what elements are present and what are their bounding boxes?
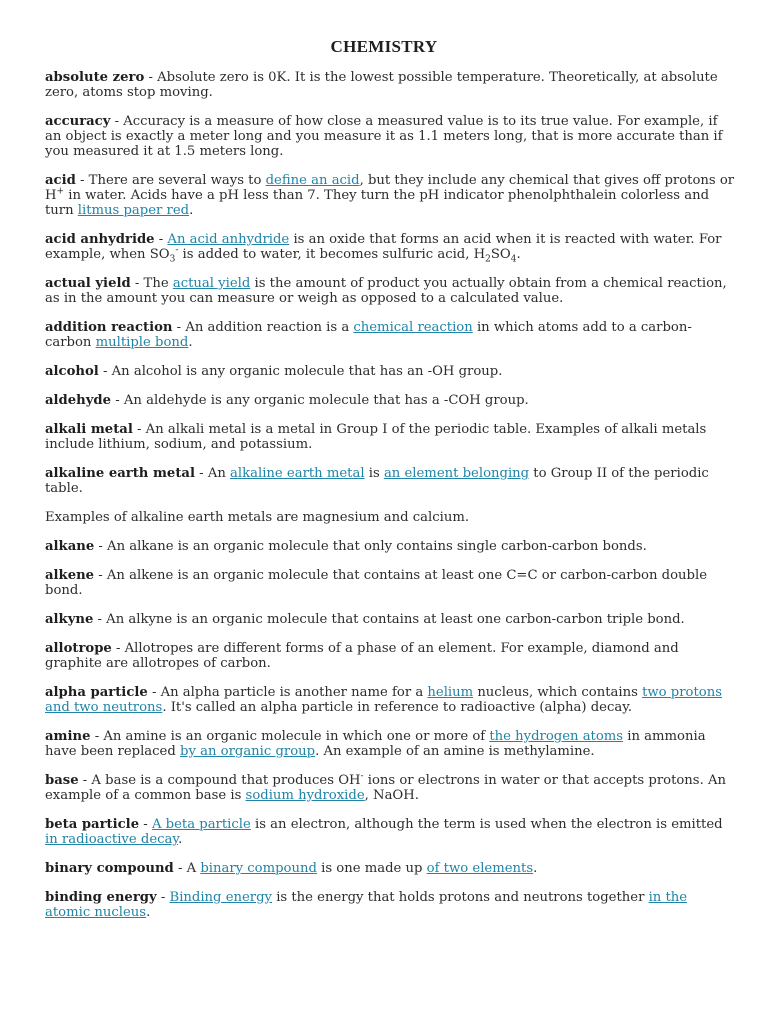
- glossary-link[interactable]: multiple bond: [95, 335, 189, 350]
- entry-aldehyde: [45, 393, 735, 408]
- glossary-link[interactable]: an element belonging: [383, 466, 530, 481]
- glossary-link[interactable]: Binding energy: [169, 890, 272, 905]
- glossary-term: acid anhydride: [45, 232, 155, 247]
- definition-text: - Absolute zero is 0K. It is the lowest possible temperature. Theoretically, at absolute zero, atoms stop moving.: [45, 70, 718, 100]
- definition-text: - An alkene is an organic molecule that contains at least one C=C or carbon-carbon double bond.: [45, 568, 708, 598]
- glossary-link[interactable]: helium: [427, 685, 474, 700]
- glossary-link[interactable]: of two elements: [426, 861, 534, 876]
- glossary-term: alkene: [45, 568, 95, 583]
- definition-text: - An alkyne is an organic molecule that contains at least one carbon-carbon triple bond.: [93, 612, 685, 627]
- glossary-term: alkali metal: [45, 422, 133, 437]
- definition-text: is an electron, although the term is used when the electron is emitted: [250, 817, 723, 832]
- subscript: 3: [169, 254, 176, 265]
- definition-text: -: [154, 232, 168, 247]
- glossary-term: accuracy: [45, 114, 111, 129]
- entry-absolute-zero: [45, 70, 735, 100]
- entry-acid-anhydride: [45, 232, 735, 265]
- entry-alpha-particle: [45, 685, 735, 715]
- definition-text: is an oxide that forms an acid when it is reacted with water. For example, when SO: [45, 232, 722, 262]
- definition-text: - Allotropes are different forms of a phase of an element. For example, diamond and graphite are allotropes of carbon.: [45, 641, 679, 671]
- definition-text: -: [139, 817, 152, 832]
- definition-text: is added to water, it becomes sulfuric acid, H: [178, 247, 486, 262]
- definition-text: - Accuracy is a measure of how close a measured value is to its true value. For example, if an object is exactly a meter long and you measure it as 1.1 meters long, that is more accurate than if you measured it at 1.5 meters long.: [45, 114, 723, 159]
- definition-text: in which atoms add to a carbon-carbon: [45, 320, 692, 350]
- definition-text: -: [156, 890, 170, 905]
- entry-base: [45, 773, 735, 803]
- definition-text: is one made up: [316, 861, 427, 876]
- definition-text: .: [533, 861, 538, 876]
- definition-text: in ammonia have been replaced: [45, 729, 706, 759]
- definition-text: - An addition reaction is a: [172, 320, 354, 335]
- definition-text: - An amine is an organic molecule in which one or more of: [90, 729, 490, 744]
- definition-text: .: [146, 905, 151, 920]
- glossary-term: amine: [45, 729, 91, 744]
- glossary-link[interactable]: define an acid: [265, 173, 360, 188]
- glossary-term: alcohol: [45, 364, 99, 379]
- entry-alkene: [45, 568, 735, 598]
- definition-text: SO: [490, 247, 511, 262]
- glossary-term: alkaline earth metal: [45, 466, 195, 481]
- definition-text: Examples of alkaline earth metals are magnesium and calcium.: [45, 510, 470, 525]
- definition-text: - There are several ways to: [75, 173, 266, 188]
- entry-allotrope: [45, 641, 735, 671]
- superscript: +: [56, 186, 65, 197]
- definition-text: , but they include any chemical that gives off protons or H: [45, 173, 735, 203]
- glossary-term: binding energy: [45, 890, 157, 905]
- entry-binary-compound: [45, 861, 735, 876]
- glossary-term: binary compound: [45, 861, 174, 876]
- glossary-link[interactable]: in the atomic nucleus: [45, 890, 688, 920]
- definition-text: .: [189, 203, 194, 218]
- glossary-link[interactable]: sodium hydroxide: [245, 788, 365, 803]
- definition-text: - The: [130, 276, 173, 291]
- entry-alkyne: [45, 612, 735, 627]
- definition-text: in water. Acids have a pH less than 7. They turn the pH indicator phenolphthalein colorless and turn: [45, 188, 710, 218]
- definition-text: - A base is a compound that produces OH: [78, 773, 361, 788]
- glossary-link[interactable]: the hydrogen atoms: [489, 729, 624, 744]
- definition-text: to Group II of the periodic table.: [45, 466, 709, 496]
- glossary-term: acid: [45, 173, 76, 188]
- entry-alkaline-examples: [45, 510, 735, 525]
- glossary-link[interactable]: A beta particle: [151, 817, 251, 832]
- glossary-link[interactable]: in radioactive decay: [45, 832, 179, 847]
- definition-text: .: [188, 335, 193, 350]
- glossary-link[interactable]: An acid anhydride: [167, 232, 290, 247]
- glossary-term: alkyne: [45, 612, 94, 627]
- glossary-term: aldehyde: [45, 393, 112, 408]
- entry-acid: [45, 173, 735, 218]
- entry-alkali-metal: [45, 422, 735, 452]
- page-title: CHEMISTRY: [330, 37, 438, 56]
- glossary-term: alpha particle: [45, 685, 148, 700]
- entry-amine: [45, 729, 735, 759]
- entry-binding-energy: [45, 890, 735, 920]
- definition-text: - An aldehyde is any organic molecule that has a -COH group.: [111, 393, 529, 408]
- definition-text: , NaOH.: [364, 788, 419, 803]
- glossary-term: base: [45, 773, 79, 788]
- glossary-term: absolute zero: [45, 70, 145, 85]
- glossary-link[interactable]: by an organic group: [180, 744, 316, 759]
- glossary-link[interactable]: two protons and two neutrons: [45, 685, 722, 715]
- glossary-term: actual yield: [45, 276, 131, 291]
- definition-text: .: [516, 247, 521, 262]
- entry-alkane: [45, 539, 735, 554]
- subscript: 2: [485, 254, 491, 265]
- definition-text: - An alpha particle is another name for a: [147, 685, 428, 700]
- glossary-term: allotrope: [45, 641, 112, 656]
- superscript: -: [360, 771, 364, 782]
- definition-text: is: [364, 466, 384, 481]
- entry-actual-yield: [45, 276, 735, 306]
- glossary-link[interactable]: alkaline earth metal: [230, 466, 365, 481]
- glossary-link[interactable]: litmus paper red: [77, 203, 190, 218]
- definition-text: is the amount of product you actually obtain from a chemical reaction, as in the amount you can measure or weigh as opposed to a calculated value.: [45, 276, 727, 306]
- definition-text: - An alkane is an organic molecule that only contains single carbon-carbon bonds.: [94, 539, 647, 554]
- glossary-link[interactable]: chemical reaction: [353, 320, 473, 335]
- definition-text: .: [178, 832, 183, 847]
- definition-text: - An alkali metal is a metal in Group I of the periodic table. Examples of alkali metals include lithium, sodium, and potassium.: [45, 422, 707, 452]
- superscript: -: [175, 245, 179, 256]
- glossary-term: beta particle: [45, 817, 140, 832]
- definition-text: . An example of an amine is methylamine.: [315, 744, 595, 759]
- definition-text: . It's called an alpha particle in reference to radioactive (alpha) decay.: [162, 700, 633, 715]
- entry-accuracy: [45, 114, 735, 159]
- definition-text: - An alcohol is any organic molecule that has an -OH group.: [98, 364, 503, 379]
- entry-alkaline-earth-metal: [45, 466, 735, 496]
- subscript: 4: [510, 254, 517, 265]
- glossary-link[interactable]: binary compound: [200, 861, 317, 876]
- definition-text: - A: [173, 861, 201, 876]
- definition-text: is the energy that holds protons and neutrons together: [272, 890, 649, 905]
- entry-addition-reaction: [45, 320, 735, 350]
- glossary-term: addition reaction: [45, 320, 173, 335]
- entry-alcohol: [45, 364, 735, 379]
- glossary-list: [45, 70, 735, 934]
- glossary-term: alkane: [45, 539, 95, 554]
- glossary-link[interactable]: actual yield: [172, 276, 251, 291]
- definition-text: nucleus, which contains: [473, 685, 643, 700]
- definition-text: - An: [194, 466, 231, 481]
- definition-text: ions or electrons in water or that accepts protons. An example of a common base is: [45, 773, 726, 803]
- entry-beta-particle: [45, 817, 735, 847]
